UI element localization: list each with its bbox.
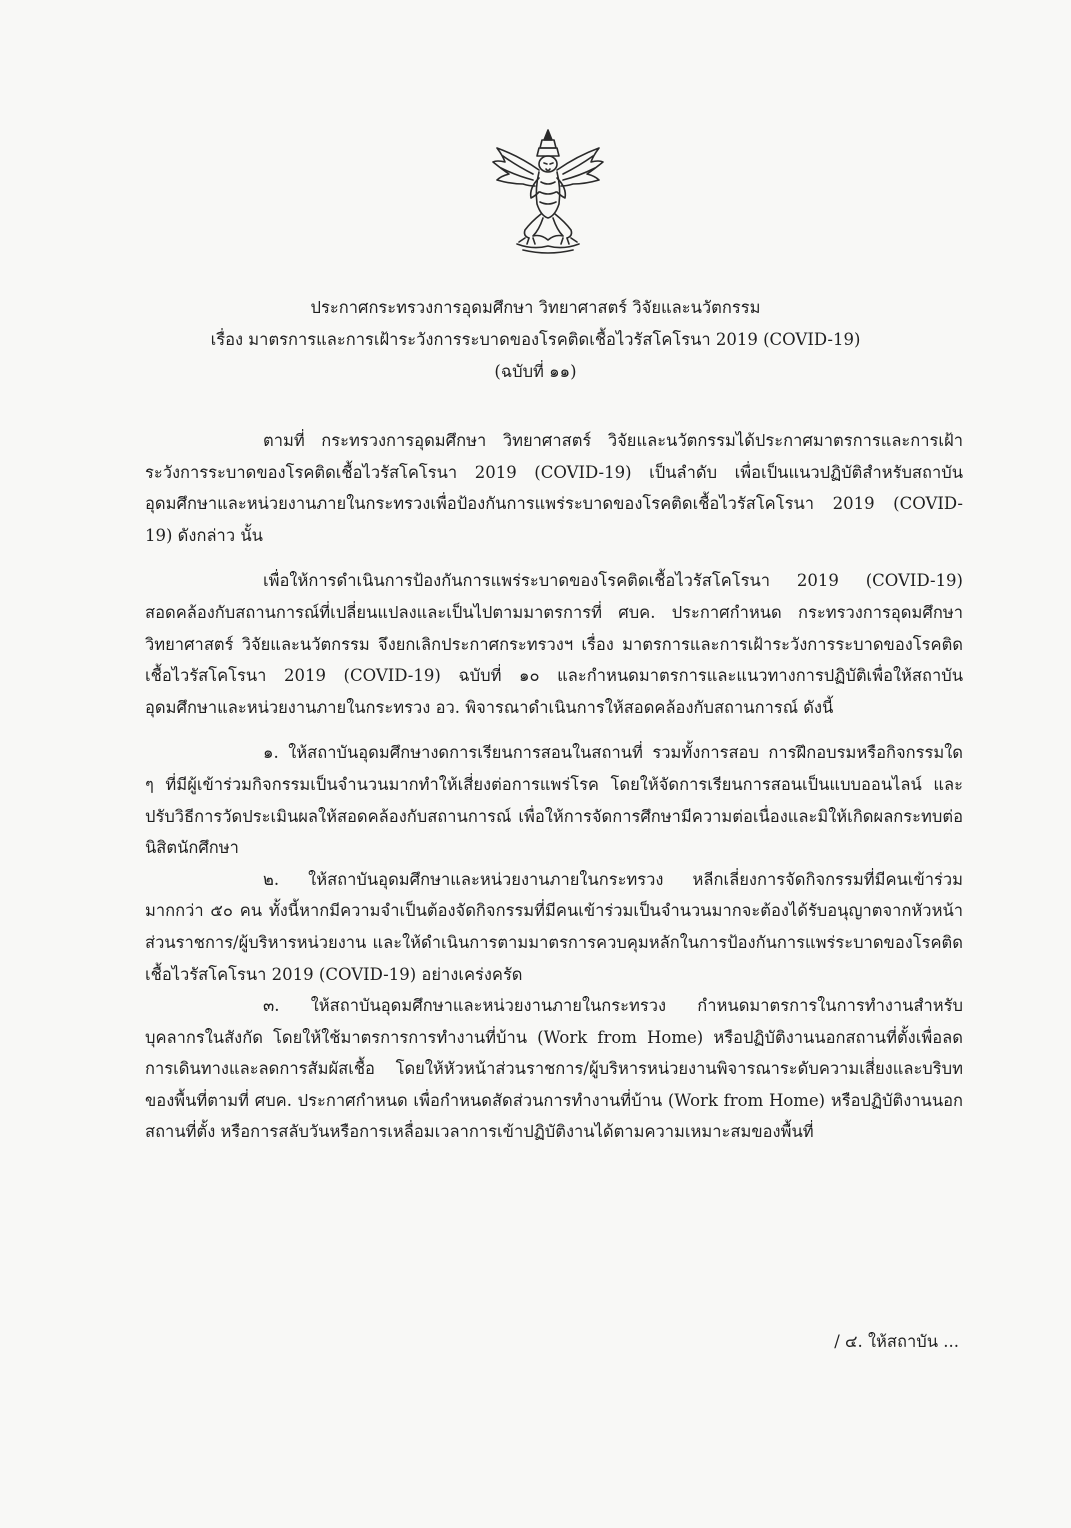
announcement-subject: เรื่อง มาตรการและการเฝ้าระวังการระบาดของโรคติดเชื้อไวรัสโคโรนา 2019 (COVID-19) [210, 330, 861, 349]
measure-item-3: ๓. ให้สถาบันอุดมศึกษาและหน่วยงานภายในกระทรวง กำหนดมาตรการในการทำงานสำหรับบุคลากรในสังกัด โดยให้ใช้มาตรการการทำงานที่บ้าน (Work from Home) หรือปฏิบัติงานนอกสถานที่ตั้งเพื่อลดการเดินทางและลดการสัมผัสเชื้อ โดยให้หัวหน้าส่วนราชการ/ผู้บริหารหน่วยงานพิจารณาระดับความเสี่ยงและบริบทของพื้นที่ตามที่ ศบค. ประกาศกำหนด เพื่อกำหนดสัดส่วนการทำงานที่บ้าน (Work from Home) หรือปฏิบัติงานนอกสถานที่ตั้ง หรือการสลับวันหรือการเหลื่อมเวลาการเข้าปฏิบัติงานได้ตามความเหมาะสมของพื้นที่ [145, 996, 963, 1142]
page-continuation: / ๔. ให้สถาบัน ... [834, 1332, 959, 1351]
measure-item-2: ๒. ให้สถาบันอุดมศึกษาและหน่วยงานภายในกระทรวง หลีกเลี่ยงการจัดกิจกรรมที่มีคนเข้าร่วมมากกว่า ๕๐ คน ทั้งนี้หากมีความจำเป็นต้องจัดกิจกรรมที่มีคนเข้าร่วมเป็นจำนวนมากจะต้องได้รับอนุญาตจากหัวหน้าส่วนราชการ/ผู้บริหารหน่วยงาน และให้ดำเนินการตามมาตรการควบคุมหลักในการป้องกันการแพร่ระบาดของโรคติดเชื้อไวรัสโคโรนา 2019 (COVID-19) อย่างเคร่งครัด [145, 869, 963, 984]
announcement-title: ประกาศกระทรวงการอุดมศึกษา วิทยาศาสตร์ วิจัยและนวัตกรรม [310, 298, 761, 317]
paragraph-preamble: ตามที่ กระทรวงการอุดมศึกษา วิทยาศาสตร์ วิจัยและนวัตกรรมได้ประกาศมาตรการและการเฝ้าระวังการระบาดของโรคติดเชื้อไวรัสโคโรนา 2019 (COVID-19) เป็นลำดับ เพื่อเป็นแนวปฏิบัติสำหรับสถาบันอุดมศึกษาและหน่วยงานภายในกระทรวงเพื่อป้องกันการแพร่ระบาดของโรคติดเชื้อไวรัสโคโรนา 2019 (COVID-19) ดังกล่าว นั้น [145, 431, 963, 545]
paragraph-rationale: เพื่อให้การดำเนินการป้องกันการแพร่ระบาดของโรคติดเชื้อไวรัสโคโรนา 2019 (COVID-19) สอดคล้องกับสถานการณ์ที่เปลี่ยนแปลงและเป็นไปตามมาตรการที่ ศบค. ประกาศกำหนด กระทรวงการอุดมศึกษา วิทยาศาสตร์ วิจัยและนวัตกรรม จึงยกเลิกประกาศกระทรวงฯ เรื่อง มาตรการและการเฝ้าระวังการระบาดของโรคติดเชื้อไวรัสโคโรนา 2019 (COVID-19) ฉบับที่ ๑๐ และกำหนดมาตรการและแนวทางการปฏิบัติเพื่อให้สถาบันอุดมศึกษาและหน่วยงานภายในกระทรวง อว. พิจารณาดำเนินการให้สอดคล้องกับสถานการณ์ ดังนี้ [145, 571, 963, 717]
announcement-body [145, 425, 963, 1148]
garuda-emblem-icon [489, 126, 607, 258]
announcement-edition: (ฉบับที่ ๑๑) [494, 362, 577, 381]
measure-item-1: ๑. ให้สถาบันอุดมศึกษางดการเรียนการสอนในสถานที่ รวมทั้งการสอบ การฝึกอบรมหรือกิจกรรมใด ๆ ที่มีผู้เข้าร่วมกิจกรรมเป็นจำนวนมากทำให้เสี่ยงต่อการแพร่โรค โดยให้จัดการเรียนการสอนเป็นแบบออนไลน์ และปรับวิธีการวัดประเมินผลให้สอดคล้องกับสถานการณ์ เพื่อให้การจัดการศึกษามีความต่อเนื่องและมิให้เกิดผลกระทบต่อนิสิตนักศึกษา [145, 743, 963, 858]
